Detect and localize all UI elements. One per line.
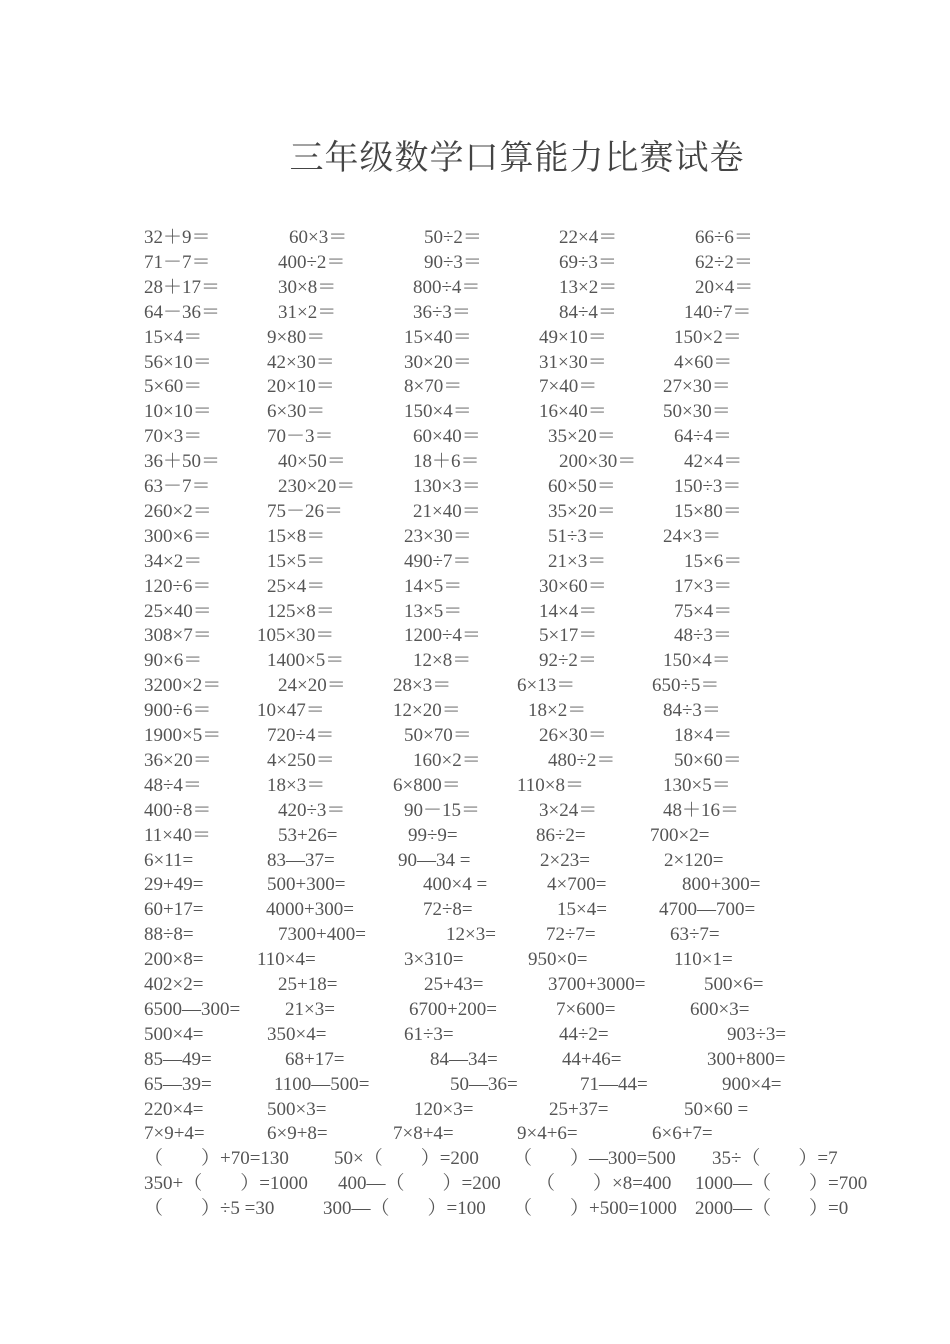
arithmetic-problem: 300+800=: [707, 1048, 786, 1070]
arithmetic-problem: 83—37=: [267, 849, 335, 871]
arithmetic-problem: 35×20＝: [548, 500, 616, 522]
problem-row: [0, 698, 950, 723]
arithmetic-problem: 500×6=: [704, 974, 764, 995]
problem-row: [0, 947, 950, 972]
arithmetic-problem: 12×8＝: [413, 650, 472, 672]
arithmetic-problem: 7×9+4=: [144, 1123, 205, 1145]
problem-row: [0, 599, 950, 624]
arithmetic-problem: 50×60＝: [674, 749, 742, 771]
arithmetic-problem: 6×30＝: [267, 401, 326, 423]
arithmetic-problem: 6×11=: [144, 849, 194, 871]
arithmetic-problem: 110×8＝: [517, 774, 585, 796]
arithmetic-problem: 13×2＝: [559, 276, 618, 298]
problem-row: [0, 773, 950, 798]
arithmetic-problem: 29+49=: [144, 874, 204, 896]
arithmetic-problem: 70－3＝: [267, 426, 334, 448]
arithmetic-problem: 400÷2＝: [278, 251, 346, 273]
arithmetic-problem: 700×2=: [650, 824, 710, 846]
arithmetic-problem: 4700—700=: [659, 899, 756, 921]
arithmetic-problem: 90×6＝: [144, 650, 203, 672]
arithmetic-problem: 25+43=: [424, 974, 484, 995]
arithmetic-problem: 600×3=: [690, 998, 750, 1020]
problem-row: [0, 997, 950, 1022]
arithmetic-problem: 68+17=: [285, 1048, 345, 1070]
arithmetic-problem: 32＋9＝: [144, 227, 211, 248]
arithmetic-problem: 3200×2＝: [144, 675, 222, 697]
arithmetic-problem: 480÷2＝: [548, 749, 616, 771]
arithmetic-problem: 230×20＝: [278, 476, 356, 497]
arithmetic-problem: 51÷3＝: [548, 525, 606, 547]
fill-in-problem: （ ）+500=1000: [513, 1198, 677, 1220]
arithmetic-problem: 66÷6＝: [695, 227, 753, 248]
arithmetic-problem: 160×2＝: [413, 749, 481, 771]
arithmetic-problem: 400×4 =: [423, 874, 488, 896]
arithmetic-problem: 90÷3＝: [424, 251, 482, 273]
arithmetic-problem: 60+17=: [144, 899, 204, 921]
problem-row: [0, 1047, 950, 1072]
problem-row: [0, 872, 950, 897]
arithmetic-problem: 10×47＝: [257, 700, 325, 722]
arithmetic-problem: 150×4＝: [404, 401, 472, 423]
arithmetic-problem: 22×4＝: [559, 227, 618, 248]
arithmetic-problem: 903÷3=: [727, 1023, 787, 1045]
problem-row: [0, 424, 950, 449]
problem-row: [0, 922, 950, 947]
problem-row: [0, 1097, 950, 1122]
arithmetic-problem: 4×700=: [547, 874, 607, 896]
problem-row: [0, 275, 950, 300]
arithmetic-problem: 84÷4＝: [559, 301, 617, 323]
arithmetic-problem: 105×30＝: [257, 625, 335, 647]
problem-row: [0, 225, 950, 250]
arithmetic-problem: 25+37=: [549, 1098, 609, 1120]
arithmetic-problem: 15×5＝: [267, 550, 326, 572]
arithmetic-problem: 70×3＝: [144, 426, 203, 448]
arithmetic-problem: 50×30＝: [663, 401, 731, 423]
arithmetic-problem: 15×8＝: [267, 525, 326, 547]
fill-in-problem: 400—（ ）=200: [338, 1173, 501, 1195]
arithmetic-problem: 5×60＝: [144, 376, 203, 398]
arithmetic-problem: 130×5＝: [663, 774, 731, 796]
fill-in-row: [0, 1171, 950, 1196]
arithmetic-problem: 14×4＝: [539, 600, 598, 622]
arithmetic-problem: 60×3＝: [289, 227, 348, 248]
arithmetic-problem: 62÷2＝: [695, 251, 753, 273]
arithmetic-problem: 125×8＝: [267, 600, 335, 622]
arithmetic-problem: 15×6＝: [684, 550, 743, 572]
arithmetic-problem: 71－7＝: [144, 251, 211, 273]
arithmetic-problem: 64－36＝: [144, 301, 221, 323]
arithmetic-problem: 21×3=: [285, 998, 335, 1020]
arithmetic-problem: 92÷2＝: [539, 650, 597, 672]
arithmetic-problem: 420÷3＝: [278, 799, 346, 821]
arithmetic-problem: 99÷9=: [408, 824, 458, 846]
arithmetic-problem: 13×5＝: [404, 600, 463, 622]
arithmetic-problem: 28×3＝: [393, 675, 452, 697]
arithmetic-problem: 130×3＝: [413, 476, 481, 497]
fill-in-problem: （ ）—300=500: [513, 1148, 676, 1170]
problem-row: [0, 1072, 950, 1097]
arithmetic-problem: 950×0=: [528, 949, 588, 971]
arithmetic-problem: 30×20＝: [404, 351, 472, 373]
arithmetic-problem: 200×8=: [144, 949, 204, 971]
arithmetic-problem: 49×10＝: [539, 326, 607, 348]
arithmetic-problem: 16×40＝: [539, 401, 607, 423]
arithmetic-problem: 8×70＝: [404, 376, 463, 398]
page-title: 三年级数学口算能力比赛试卷: [289, 138, 745, 178]
arithmetic-problem: 9×80＝: [267, 326, 326, 348]
arithmetic-problem: 17×3＝: [674, 575, 733, 597]
arithmetic-problem: 42×30＝: [267, 351, 335, 373]
fill-in-problem: （ ）×8=400: [536, 1173, 672, 1195]
arithmetic-problem: 6500—300=: [144, 998, 241, 1020]
arithmetic-problem: 60×40＝: [413, 426, 481, 448]
arithmetic-problem: 900×4=: [722, 1073, 782, 1095]
arithmetic-problem: 27×30＝: [663, 376, 731, 398]
arithmetic-problem: 1100—500=: [274, 1073, 370, 1095]
arithmetic-problem: 30×60＝: [539, 575, 607, 597]
problem-row: [0, 623, 950, 648]
problem-row: [0, 972, 950, 997]
arithmetic-problem: 56×10＝: [144, 351, 212, 373]
arithmetic-problem: 48÷4＝: [144, 774, 202, 796]
fill-in-problem: 1000—（ ）=700: [695, 1173, 868, 1195]
arithmetic-problem: 18×2＝: [528, 700, 587, 722]
arithmetic-problem: 120÷6＝: [144, 575, 212, 597]
arithmetic-problem: 18×4＝: [674, 725, 733, 746]
arithmetic-problem: 36＋50＝: [144, 451, 221, 473]
arithmetic-problem: 28＋17＝: [144, 276, 221, 298]
arithmetic-problem: 31×30＝: [539, 351, 607, 373]
problem-row: [0, 823, 950, 848]
fill-in-problem: 50×（ ）=200: [334, 1148, 479, 1170]
arithmetic-problem: 20×4＝: [695, 276, 754, 298]
arithmetic-problem: 31×2＝: [278, 301, 337, 323]
arithmetic-problem: 42×4＝: [684, 451, 743, 473]
arithmetic-problem: 7×8+4=: [393, 1123, 454, 1145]
arithmetic-problem: 800+300=: [682, 874, 761, 896]
arithmetic-problem: 75×4＝: [674, 600, 733, 622]
arithmetic-problem: 18×3＝: [267, 774, 326, 796]
arithmetic-problem: 20×10＝: [267, 376, 335, 398]
arithmetic-problem: 72÷7=: [546, 924, 596, 946]
arithmetic-problem: 9×4+6=: [517, 1123, 578, 1145]
arithmetic-problem: 3×310=: [404, 949, 464, 971]
problem-row: [0, 499, 950, 524]
arithmetic-problem: 140÷7＝: [684, 301, 752, 323]
arithmetic-problem: 35×20＝: [548, 426, 616, 448]
arithmetic-problem: 90—34 =: [398, 849, 471, 871]
arithmetic-problem: 402×2=: [144, 974, 204, 995]
arithmetic-problem: 15×4=: [557, 899, 607, 921]
problem-row: [0, 748, 950, 773]
fill-in-problem: 350+（ ）=1000: [144, 1173, 308, 1195]
arithmetic-problem: 110×1=: [674, 949, 733, 971]
arithmetic-problem: 500×3=: [267, 1098, 327, 1120]
problem-row: [0, 300, 950, 325]
arithmetic-problem: 15×4＝: [144, 326, 203, 348]
arithmetic-problem: 36÷3＝: [413, 301, 471, 323]
arithmetic-problem: 2×120=: [664, 849, 724, 871]
arithmetic-problem: 23×30＝: [404, 525, 472, 547]
arithmetic-problem: 63÷7=: [670, 924, 720, 946]
arithmetic-problem: 65—39=: [144, 1073, 212, 1095]
problem-row: [0, 648, 950, 673]
arithmetic-problem: 500×4=: [144, 1023, 204, 1045]
arithmetic-problem: 2×23=: [540, 849, 590, 871]
arithmetic-problem: 48＋16＝: [663, 799, 740, 821]
arithmetic-problem: 120×3=: [414, 1098, 474, 1120]
arithmetic-problem: 900÷6＝: [144, 700, 212, 722]
arithmetic-problem: 25×4＝: [267, 575, 326, 597]
arithmetic-problem: 5×17＝: [539, 625, 598, 647]
arithmetic-problem: 72÷8=: [423, 899, 473, 921]
arithmetic-problem: 10×10＝: [144, 401, 212, 423]
arithmetic-problem: 90－15＝: [404, 799, 481, 821]
arithmetic-problem: 6×800＝: [393, 774, 461, 796]
problem-row: [0, 1022, 950, 1047]
arithmetic-problem: 12×3=: [446, 924, 496, 946]
arithmetic-problem: 400÷8＝: [144, 799, 212, 821]
arithmetic-problem: 88÷8=: [144, 924, 194, 946]
arithmetic-problem: 4×250＝: [267, 749, 335, 771]
arithmetic-problem: 18＋6＝: [413, 451, 480, 473]
arithmetic-problem: 15×80＝: [674, 500, 742, 522]
problem-row: [0, 350, 950, 375]
arithmetic-problem: 60×50＝: [548, 476, 616, 497]
arithmetic-problem: 48÷3＝: [674, 625, 732, 647]
arithmetic-problem: 6×6+7=: [652, 1123, 713, 1145]
fill-in-row: [0, 1146, 950, 1171]
fill-in-problem: 35÷（ ）=7: [712, 1148, 838, 1170]
arithmetic-problem: 69÷3＝: [559, 251, 617, 273]
arithmetic-problem: 30×8＝: [278, 276, 337, 298]
fill-in-problem: （ ）÷5 =30: [144, 1198, 275, 1220]
arithmetic-problem: 6×13＝: [517, 675, 576, 697]
arithmetic-problem: 15×40＝: [404, 326, 472, 348]
problem-row: [0, 848, 950, 873]
arithmetic-problem: 110×4=: [257, 949, 316, 971]
arithmetic-problem: 3×24＝: [539, 799, 598, 821]
problem-row: [0, 325, 950, 350]
arithmetic-problem: 1400×5＝: [267, 650, 345, 672]
problem-row: [0, 723, 950, 748]
arithmetic-problem: 25×40＝: [144, 600, 212, 622]
arithmetic-problem: 36×20＝: [144, 749, 212, 771]
fill-in-row: [0, 1196, 950, 1221]
problem-row: [0, 1121, 950, 1146]
arithmetic-problem: 84÷3＝: [663, 700, 721, 722]
fill-in-problem: 300—（ ）=100: [323, 1198, 486, 1220]
arithmetic-problem: 34×2＝: [144, 550, 203, 572]
arithmetic-problem: 150×4＝: [663, 650, 731, 672]
arithmetic-problem: 64÷4＝: [674, 426, 732, 448]
problem-row: [0, 673, 950, 698]
arithmetic-problem: 6700+200=: [409, 998, 497, 1020]
arithmetic-problem: 7×40＝: [539, 376, 598, 398]
arithmetic-problem: 40×50＝: [278, 451, 346, 473]
arithmetic-problem: 44÷2=: [559, 1023, 609, 1045]
problem-row: [0, 897, 950, 922]
arithmetic-problem: 53+26=: [278, 824, 338, 846]
problem-row: [0, 798, 950, 823]
problem-row: [0, 449, 950, 474]
arithmetic-problem: 26×30＝: [539, 725, 607, 746]
problem-row: [0, 399, 950, 424]
problem-row: [0, 374, 950, 399]
arithmetic-problem: 71—44=: [580, 1073, 648, 1095]
arithmetic-problem: 50×60 =: [684, 1098, 749, 1120]
arithmetic-problem: 63－7＝: [144, 476, 211, 497]
problem-row: [0, 250, 950, 275]
arithmetic-problem: 75－26＝: [267, 500, 344, 522]
arithmetic-problem: 150×2＝: [674, 326, 742, 348]
arithmetic-problem: 500+300=: [267, 874, 346, 896]
arithmetic-problem: 6×9+8=: [267, 1123, 328, 1145]
arithmetic-problem: 84—34=: [430, 1048, 498, 1070]
fill-in-problem: （ ）+70=130: [144, 1148, 289, 1170]
arithmetic-problem: 50×70＝: [404, 725, 472, 746]
problem-row: [0, 474, 950, 499]
arithmetic-problem: 44+46=: [562, 1048, 622, 1070]
arithmetic-problem: 220×4=: [144, 1098, 204, 1120]
arithmetic-problem: 50—36=: [450, 1073, 518, 1095]
arithmetic-problem: 490÷7＝: [404, 550, 472, 572]
arithmetic-problem: 21×40＝: [413, 500, 481, 522]
arithmetic-problem: 260×2＝: [144, 500, 212, 522]
arithmetic-problem: 14×5＝: [404, 575, 463, 597]
arithmetic-problem: 200×30＝: [559, 451, 637, 473]
arithmetic-problem: 12×20＝: [393, 700, 461, 722]
arithmetic-problem: 350×4=: [267, 1023, 327, 1045]
arithmetic-problem: 308×7＝: [144, 625, 212, 647]
arithmetic-problem: 800÷4＝: [413, 276, 481, 298]
arithmetic-problem: 4000+300=: [266, 899, 354, 921]
arithmetic-problem: 720÷4＝: [267, 725, 335, 746]
arithmetic-problem: 24×3＝: [663, 525, 722, 547]
arithmetic-problem: 3700+3000=: [548, 974, 646, 995]
problem-row: [0, 524, 950, 549]
arithmetic-problem: 4×60＝: [674, 351, 733, 373]
arithmetic-problem: 650÷5＝: [652, 675, 720, 697]
fill-in-problem: 2000—（ ）=0: [695, 1198, 849, 1220]
arithmetic-problem: 7×600=: [556, 998, 616, 1020]
arithmetic-problem: 150÷3＝: [674, 476, 742, 497]
arithmetic-problem: 25+18=: [278, 974, 338, 995]
arithmetic-problem: 61÷3=: [404, 1023, 454, 1045]
arithmetic-problem: 85—49=: [144, 1048, 212, 1070]
arithmetic-problem: 300×6＝: [144, 525, 212, 547]
arithmetic-problem: 1200÷4＝: [404, 625, 481, 647]
problem-row: [0, 574, 950, 599]
arithmetic-problem: 24×20＝: [278, 675, 346, 697]
arithmetic-problem: 21×3＝: [548, 550, 607, 572]
arithmetic-problem: 11×40＝: [144, 824, 212, 846]
arithmetic-problem: 50÷2＝: [424, 227, 482, 248]
arithmetic-problem: 86÷2=: [536, 824, 586, 846]
arithmetic-problem: 1900×5＝: [144, 725, 222, 746]
arithmetic-problem: 7300+400=: [278, 924, 366, 946]
problem-row: [0, 549, 950, 574]
